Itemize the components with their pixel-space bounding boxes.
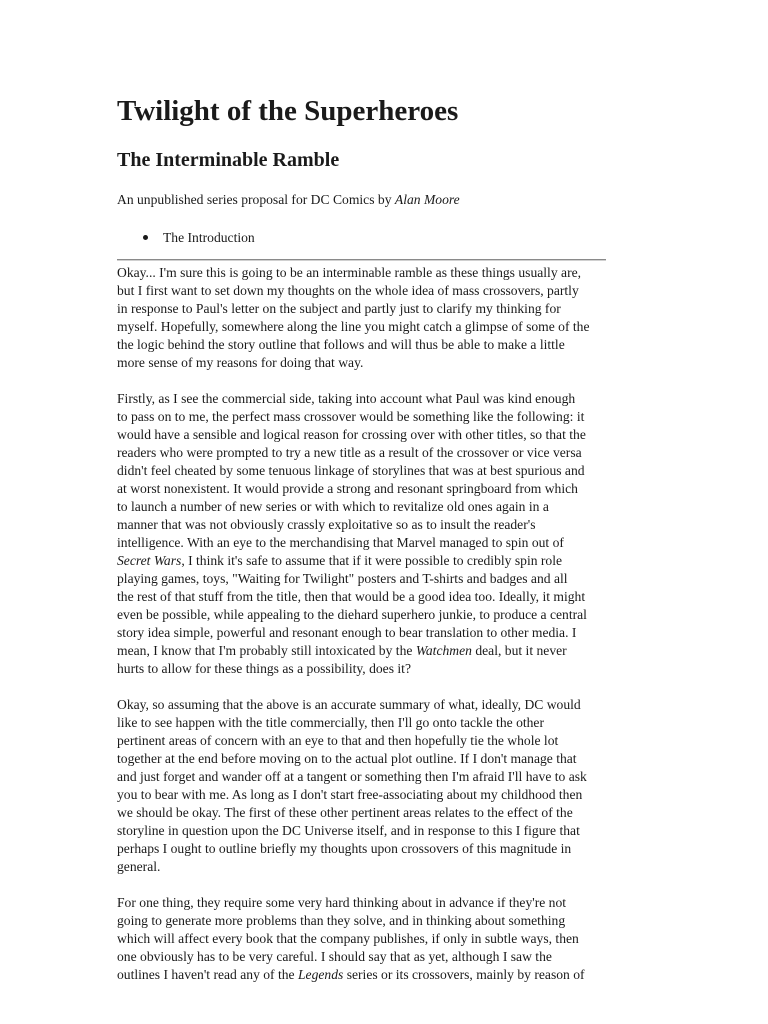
toc-item-label: The Introduction bbox=[163, 230, 255, 245]
text-line bbox=[117, 354, 657, 372]
text-line bbox=[117, 606, 657, 624]
text-line bbox=[117, 408, 657, 426]
text-line bbox=[117, 570, 657, 588]
paragraph bbox=[117, 264, 657, 372]
text-run: like to see happen with the title commercially, then I'll go onto tackle the other bbox=[117, 715, 544, 730]
text-run: going to generate more problems than they solve, and in thinking about something bbox=[117, 913, 566, 928]
text-run: playing games, toys, "Waiting for Twilight" posters and T-shirts and badges and all bbox=[117, 571, 568, 586]
text-run: storyline in question upon the DC Universe itself, and in response to this I figure that bbox=[117, 823, 580, 838]
text-run: to pass on to me, the perfect mass crossover would be something like the following: it bbox=[117, 409, 585, 424]
text-line bbox=[117, 552, 657, 570]
text-line bbox=[117, 858, 657, 876]
text-line bbox=[117, 318, 657, 336]
text-run: readers who were prompted to try a new title as a result of the crossover or vice versa bbox=[117, 445, 582, 460]
text-run: series or its crossovers, mainly by reason of bbox=[343, 967, 585, 982]
text-run: For one thing, they require some very hard thinking about in advance if they're not bbox=[117, 895, 567, 910]
text-run: would have a sensible and logical reason for crossing over with other titles, so that the bbox=[117, 427, 586, 442]
text-run: general. bbox=[117, 859, 161, 874]
text-run: the logic behind the story outline that follows and will thus be able to make a little bbox=[117, 337, 565, 352]
table-of-contents bbox=[117, 228, 255, 248]
text-run: which will affect every book that the company publishes, if only in subtle ways, then bbox=[117, 931, 579, 946]
text-line bbox=[117, 282, 657, 300]
text-line bbox=[117, 480, 657, 498]
text-line bbox=[117, 588, 657, 606]
text-line bbox=[117, 264, 657, 282]
text-run: you to bear with me. As long as I don't start free-associating about my childhood then bbox=[117, 787, 583, 802]
text-line bbox=[117, 390, 657, 408]
byline-prefix: An unpublished series proposal for DC Comics by bbox=[117, 192, 395, 207]
text-line bbox=[117, 768, 657, 786]
document-title: Twilight of the Superheroes bbox=[117, 95, 459, 127]
text-run: Firstly, as I see the commercial side, taking into account what Paul was kind enough bbox=[117, 391, 576, 406]
text-run: the rest of that stuff from the title, then that would be a good idea too. Ideally, it might bbox=[117, 589, 586, 604]
text-line bbox=[117, 912, 657, 930]
text-line bbox=[117, 426, 657, 444]
text-line bbox=[117, 966, 657, 984]
text-run: story idea simple, powerful and resonant enough to bear translation to other media. I bbox=[117, 625, 577, 640]
text-line bbox=[117, 750, 657, 768]
text-run: Okay, so assuming that the above is an accurate summary of what, ideally, DC would bbox=[117, 697, 581, 712]
text-line bbox=[117, 894, 657, 912]
text-line bbox=[117, 300, 657, 318]
paragraph bbox=[117, 390, 657, 678]
text-run: outlines I haven't read any of the bbox=[117, 967, 298, 982]
text-run: more sense of my reasons for doing that way. bbox=[117, 355, 364, 370]
text-run: to launch a number of new series or with which to revitalize old ones again in a bbox=[117, 499, 549, 514]
text-run: perhaps I ought to outline briefly my thoughts upon crossovers of this magnitude in bbox=[117, 841, 572, 856]
body-text bbox=[117, 264, 657, 1002]
text-line bbox=[117, 822, 657, 840]
document-subtitle: The Interminable Ramble bbox=[117, 149, 340, 171]
horizontal-rule bbox=[117, 259, 606, 261]
italic-title: Legends bbox=[298, 967, 344, 982]
text-line bbox=[117, 534, 657, 552]
text-run: one obviously has to be very careful. I should say that as yet, although I saw the bbox=[117, 949, 552, 964]
text-run: even be possible, while appealing to the diehard superhero junkie, to produce a central bbox=[117, 607, 587, 622]
text-run: deal, but it never bbox=[471, 643, 567, 658]
text-line bbox=[117, 732, 657, 750]
toc-item[interactable] bbox=[117, 228, 255, 248]
text-line bbox=[117, 696, 657, 714]
italic-title: Secret Wars bbox=[117, 553, 182, 568]
text-run: we should be okay. The first of these other pertinent areas relates to the effect of the bbox=[117, 805, 573, 820]
text-line bbox=[117, 840, 657, 858]
author-name: Alan Moore bbox=[394, 192, 460, 207]
text-run: manner that was not obviously crassly exploitative so as to insult the reader's bbox=[117, 517, 536, 532]
text-line bbox=[117, 498, 657, 516]
text-run: but I first want to set down my thoughts on the whole idea of mass crossovers, partly bbox=[117, 283, 579, 298]
text-line bbox=[117, 444, 657, 462]
text-line bbox=[117, 462, 657, 480]
text-run: didn't feel cheated by some tenuous linkage of storylines that was at best spurious and bbox=[117, 463, 585, 478]
byline bbox=[117, 190, 460, 210]
text-line bbox=[117, 516, 657, 534]
paragraph bbox=[117, 696, 657, 876]
text-run: at worst nonexistent. It would provide a strong and resonant springboard from which bbox=[117, 481, 578, 496]
text-line bbox=[117, 930, 657, 948]
text-run: intelligence. With an eye to the merchandising that Marvel managed to spin out of bbox=[117, 535, 564, 550]
text-line bbox=[117, 786, 657, 804]
text-run: and just forget and wander off at a tangent or something then I'm afraid I'll have to ask bbox=[117, 769, 587, 784]
text-run: Okay... I'm sure this is going to be an interminable ramble as these things usually are, bbox=[117, 265, 582, 280]
text-line bbox=[117, 714, 657, 732]
text-run: pertinent areas of concern with an eye to that and then hopefully tie the whole lot bbox=[117, 733, 559, 748]
italic-title: Watchmen bbox=[415, 643, 472, 658]
text-run: myself. Hopefully, somewhere along the line you might catch a glimpse of some of the bbox=[117, 319, 590, 334]
text-line bbox=[117, 804, 657, 822]
text-line bbox=[117, 642, 657, 660]
text-line bbox=[117, 660, 657, 678]
text-run: mean, I know that I'm probably still intoxicated by the bbox=[117, 643, 416, 658]
text-run: together at the end before moving on to the actual plot outline. If I don't manage that bbox=[117, 751, 577, 766]
text-run: in response to Paul's letter on the subject and partly just to clarify my thinking for bbox=[117, 301, 561, 316]
bullet-icon bbox=[143, 235, 148, 240]
text-line bbox=[117, 948, 657, 966]
text-run: hurts to allow for these things as a possibility, does it? bbox=[117, 661, 411, 676]
text-line bbox=[117, 336, 657, 354]
text-run: , I think it's safe to assume that if it were possible to credibly spin role bbox=[181, 553, 563, 568]
paragraph bbox=[117, 894, 657, 984]
text-line bbox=[117, 624, 657, 642]
